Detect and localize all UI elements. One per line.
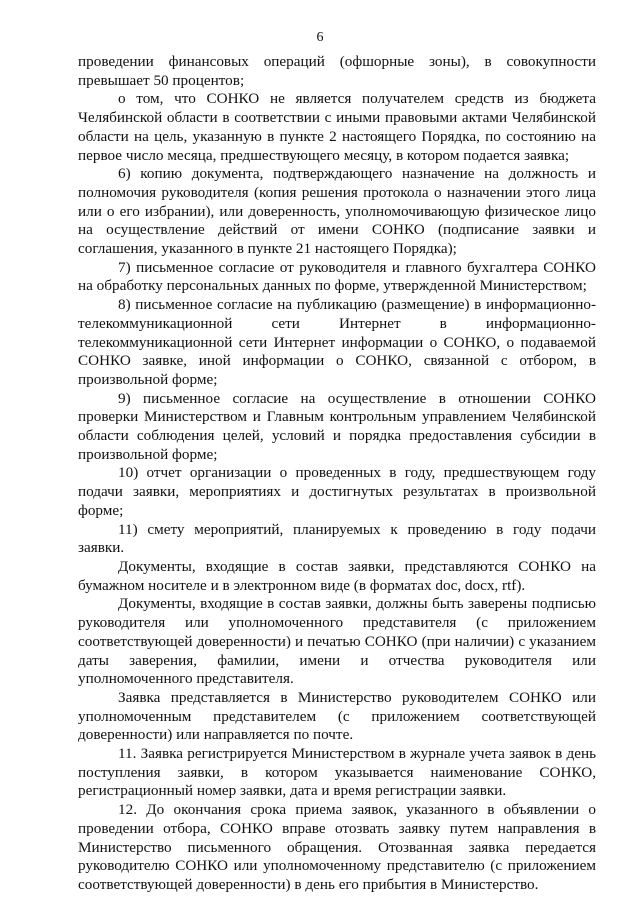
paragraph-item-7: 7) письменное согласие от руководителя и главного бухгалтера СОНКО на обработку персональных данных по форме, утвержденной Министерством; bbox=[78, 258, 596, 295]
paragraph-budget-funds: о том, что СОНКО не является получателем средств из бюджета Челябинской области в соответствии с иными правовыми актами Челябинской области на цель, указанную в пункте 2 настоящего Порядка, по состоянию на первое число месяца, предшествующего месяцу, в котором подается заявка; bbox=[78, 90, 596, 164]
paragraph-submission: Заявка представляется в Министерство руководителем СОНКО или уполномоченным представителем (с приложением соответствующей доверенности) или направляется по почте. bbox=[78, 688, 596, 744]
document-body bbox=[78, 53, 596, 895]
paragraph-continuation-offshore: проведении финансовых операций (офшорные зоны), в совокупности превышает 50 процентов; bbox=[78, 53, 596, 89]
paragraph-item-8: 8) письменное согласие на публикацию (размещение) в информационно-телекоммуникационной сети Интернет в информационно-телекоммуникационной сети Интернет информации о СОНКО, о подаваемой СОНКО заявке, иной информации о СОНКО, связанной с отбором, в произвольной форме; bbox=[78, 296, 596, 388]
paragraph-item-6: 6) копию документа, подтверждающего назначение на должность и полномочия руководителя (копия решения протокола о назначении этого лица или о его избрании), или доверенность, уполномочивающую физическое лицо на осуществление действий от имени СОНКО (подписание заявки и соглашения, указанного в пункте 21 настоящего Порядка); bbox=[78, 165, 596, 258]
paragraph-item-9: 9) письменное согласие на осуществление в отношении СОНКО проверки Министерством и Главным контрольным управлением Челябинской области соблюдения целей, условий и порядка предоставления субсидии в произвольной форме; bbox=[78, 389, 596, 463]
paragraph-section-12: 12. До окончания срока приема заявок, указанного в объявлении о проведении отбора, СОНКО вправе отозвать заявку путем направления в Министерство письменного обращения. Отозванная заявка передается руководителю СОНКО или уполномоченному представителю (с приложением соответствующей доверенности) в день его прибытия в Министерство. bbox=[78, 801, 596, 893]
paragraph-section-11: 11. Заявка регистрируется Министерством в журнале учета заявок в день поступления заявки, в котором указывается наименование СОНКО, регистрационный номер заявки, дата и время регистрации заявки. bbox=[78, 745, 596, 800]
paragraph-item-10: 10) отчет организации о проведенных в году, предшествующем году подачи заявки, мероприятиях и достигнутых результатах в произвольной форме; bbox=[78, 464, 596, 519]
paragraph-document-formats: Документы, входящие в состав заявки, представляются СОНКО на бумажном носителе и в электронном виде (в форматах doc, docx, rtf). bbox=[78, 557, 596, 594]
paragraph-item-11: 11) смету мероприятий, планируемых к проведению в году подачи заявки. bbox=[78, 520, 596, 557]
paragraph-document-certification: Документы, входящие в состав заявки, должны быть заверены подписью руководителя или уполномоченного представителя (с приложением соответствующей доверенности) и печатью СОНКО (при наличии) с указанием даты заверения, фамилии, имени и отчества руководителя или уполномоченного представителя. bbox=[78, 595, 596, 688]
page-number: 6 bbox=[316, 30, 324, 45]
